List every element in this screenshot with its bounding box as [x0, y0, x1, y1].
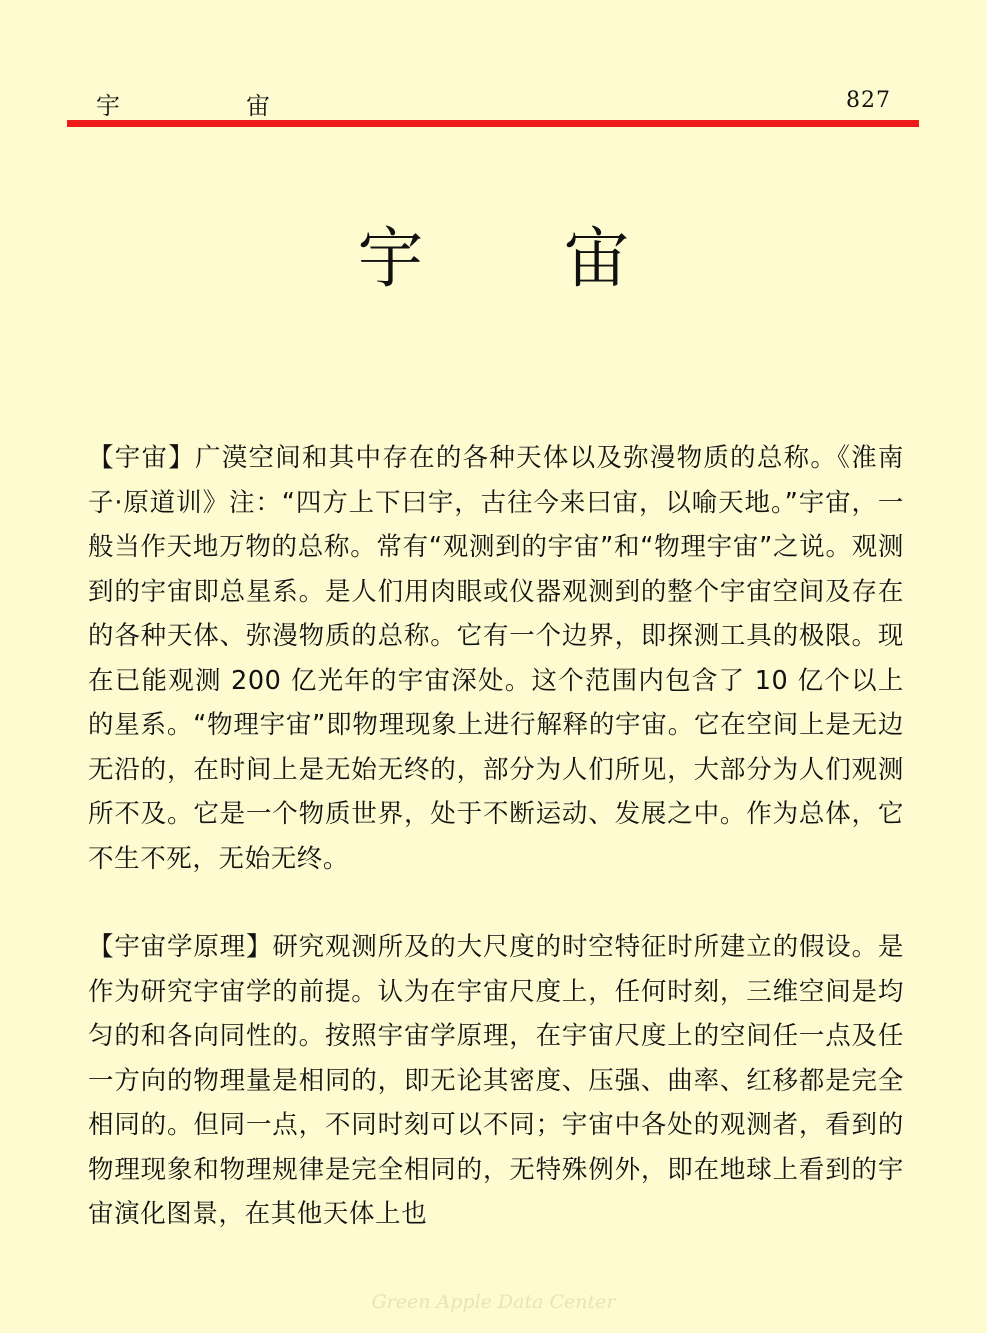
watermark: Green Apple Data Center — [371, 1291, 616, 1313]
page-title: 宇宙 — [357, 220, 770, 297]
entry-term: 【宇宙】 — [88, 443, 196, 473]
page-number: 827 — [846, 88, 891, 113]
entry-yuzhouxue-yuanli — [88, 925, 904, 1237]
entry-text: 广漠空间和其中存在的各种天体以及弥漫物质的总称。《淮南子·原道训》注：“四方上下曰宇，古往今来曰宙，以喻天地。”宇宙，一般当作天地万物的总称。常有“观测到的宇宙”和“物理宇宙”之说。观测到的宇宙即总星系。是人们用肉眼或仪器观测到的整个宇宙空间及存在的各种天体、弥漫物质的总称。它有一个边界，即探测工具的极限。现在已能观测 200 亿光年的宇宙深处。这个范围内包含了 10 亿个以上的星系。“物理宇宙”即物理现象上进行解释的宇宙。它在空间上是无边无沿的，在时间上是无始无终的，部分为人们所见，大部分为人们观测所不及。它是一个物质世界，处于不断运动、发展之中。作为总体，它不生不死，无始无终。 — [88, 443, 905, 874]
entry-yuzhou — [88, 436, 904, 881]
header-rule — [67, 120, 919, 127]
entry-list — [88, 436, 904, 1281]
running-head-char-2: 宙 — [246, 92, 270, 120]
entry-text: 研究观测所及的大尺度的时空特征时所建立的假设。是作为研究宇宙学的前提。认为在宇宙尺度上，任何时刻，三维空间是均匀的和各向同性的。按照宇宙学原理，在宇宙尺度上的空间任一点及任一方向的物理量是相同的，即无论其密度、压强、曲率、红移都是完全相同的。但同一点，不同时刻可以不同；宇宙中各处的观测者，看到的物理现象和物理规律是完全相同的，无特殊例外，即在地球上看到的宇宙演化图景，在其他天体上也 — [88, 932, 904, 1229]
entry-term: 【宇宙学原理】 — [88, 932, 273, 962]
running-head — [96, 86, 270, 121]
running-head-char-1: 宇 — [96, 92, 120, 120]
